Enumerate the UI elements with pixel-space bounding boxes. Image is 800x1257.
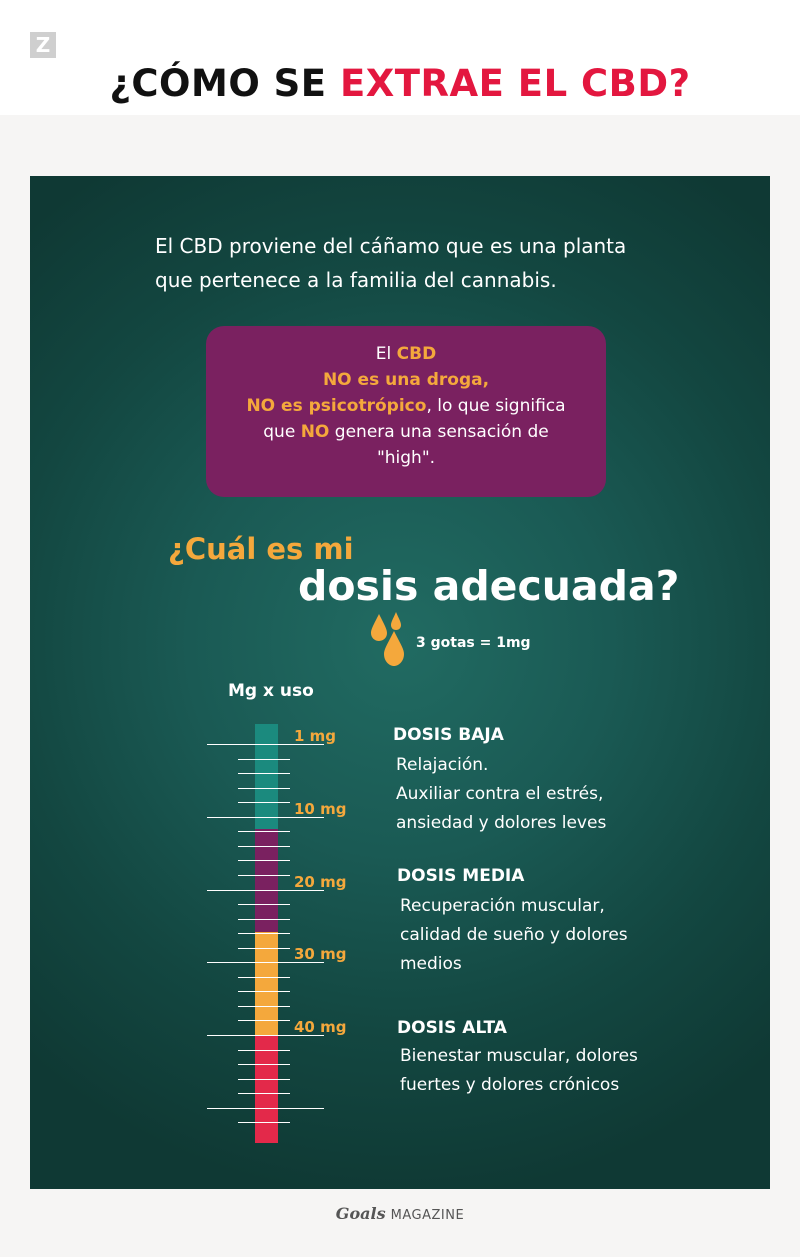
scale-major-tick bbox=[207, 1108, 324, 1109]
scale-label-20mg: 20 mg bbox=[294, 873, 347, 891]
scale-label-30mg: 30 mg bbox=[294, 945, 347, 963]
dose-low-line: ansiedad y dolores leves bbox=[396, 813, 607, 833]
scale-minor-tick bbox=[238, 788, 290, 789]
intro-line-1: El CBD proviene del cáñamo que es una planta bbox=[155, 234, 627, 258]
scale-minor-tick bbox=[238, 860, 290, 861]
dose-medium-description bbox=[400, 892, 628, 979]
callout-text-significa: , lo que significa bbox=[426, 396, 566, 416]
callout-line-5 bbox=[206, 445, 606, 471]
scale-minor-tick bbox=[238, 991, 290, 992]
dosage-scale bbox=[200, 716, 400, 1146]
scale-segment-low bbox=[255, 724, 278, 829]
dose-low-title: DOSIS BAJA bbox=[393, 725, 504, 745]
footer-magazine-label: MAGAZINE bbox=[390, 1208, 465, 1223]
z-logo-icon: Z bbox=[30, 32, 56, 58]
dose-high-description bbox=[400, 1042, 638, 1100]
callout-line-4 bbox=[206, 419, 606, 445]
scale-minor-tick bbox=[238, 1020, 290, 1021]
scale-label-1mg: 1 mg bbox=[294, 727, 337, 745]
dose-high-line: fuertes y dolores crónicos bbox=[400, 1075, 620, 1095]
dose-low-description bbox=[396, 751, 606, 838]
scale-minor-tick bbox=[238, 977, 290, 978]
cbd-callout-box bbox=[206, 326, 606, 497]
footer-brand bbox=[0, 1204, 800, 1223]
scale-minor-tick bbox=[238, 1006, 290, 1007]
dose-medium-line: medios bbox=[400, 954, 462, 974]
scale-minor-tick bbox=[238, 759, 290, 760]
oil-drops-icon bbox=[370, 612, 410, 672]
scale-minor-tick bbox=[238, 948, 290, 949]
scale-segment-extra bbox=[255, 1035, 278, 1143]
dose-high-title: DOSIS ALTA bbox=[397, 1018, 507, 1038]
callout-text-el: El bbox=[375, 344, 397, 364]
footer-brand-name: Goals bbox=[335, 1204, 386, 1223]
scale-title: Mg x uso bbox=[228, 681, 314, 701]
callout-line-2 bbox=[206, 367, 606, 393]
scale-minor-tick bbox=[238, 904, 290, 905]
scale-minor-tick bbox=[238, 875, 290, 876]
drops-equivalence-label: 3 gotas = 1mg bbox=[416, 635, 531, 651]
callout-text-no-psicotropico: NO es psicotrópico bbox=[246, 396, 427, 416]
scale-minor-tick bbox=[238, 1064, 290, 1065]
dose-low-line: Auxiliar contra el estrés, bbox=[396, 784, 604, 804]
scale-label-10mg: 10 mg bbox=[294, 800, 347, 818]
intro-text bbox=[155, 229, 695, 297]
question-line-2: dosis adecuada? bbox=[298, 562, 680, 610]
callout-text-genera: genera una sensación de bbox=[329, 422, 549, 442]
scale-minor-tick bbox=[238, 846, 290, 847]
scale-minor-tick bbox=[238, 773, 290, 774]
callout-text-high: "high". bbox=[376, 448, 436, 468]
callout-line-1 bbox=[206, 341, 606, 367]
intro-line-2: que pertenece a la familia del cannabis. bbox=[155, 268, 557, 292]
scale-minor-tick bbox=[238, 1079, 290, 1080]
scale-label-40mg: 40 mg bbox=[294, 1018, 347, 1036]
scale-minor-tick bbox=[238, 1050, 290, 1051]
scale-segment-medium bbox=[255, 829, 278, 932]
dose-medium-title: DOSIS MEDIA bbox=[397, 866, 525, 886]
scale-minor-tick bbox=[238, 1093, 290, 1094]
scale-minor-tick bbox=[238, 933, 290, 934]
dose-high-line: Bienestar muscular, dolores bbox=[400, 1046, 638, 1066]
callout-text-cbd: CBD bbox=[396, 344, 437, 364]
scale-minor-tick bbox=[238, 802, 290, 803]
dose-low-line: Relajación. bbox=[396, 755, 489, 775]
page-title bbox=[0, 62, 800, 105]
callout-line-3 bbox=[206, 393, 606, 419]
dose-medium-line: Recuperación muscular, bbox=[400, 896, 605, 916]
scale-minor-tick bbox=[238, 1122, 290, 1123]
callout-text-no-droga: NO es una droga, bbox=[322, 370, 490, 390]
scale-minor-tick bbox=[238, 831, 290, 832]
callout-text-no: NO bbox=[300, 422, 330, 442]
title-part1: ¿CÓMO SE bbox=[109, 62, 340, 105]
question-line-1: ¿Cuál es mi bbox=[168, 532, 354, 566]
dose-medium-line: calidad de sueño y dolores bbox=[400, 925, 628, 945]
title-part2: EXTRAE EL CBD? bbox=[339, 62, 691, 105]
infographic-panel bbox=[30, 176, 770, 1189]
callout-text-que: que bbox=[263, 422, 301, 442]
scale-minor-tick bbox=[238, 919, 290, 920]
